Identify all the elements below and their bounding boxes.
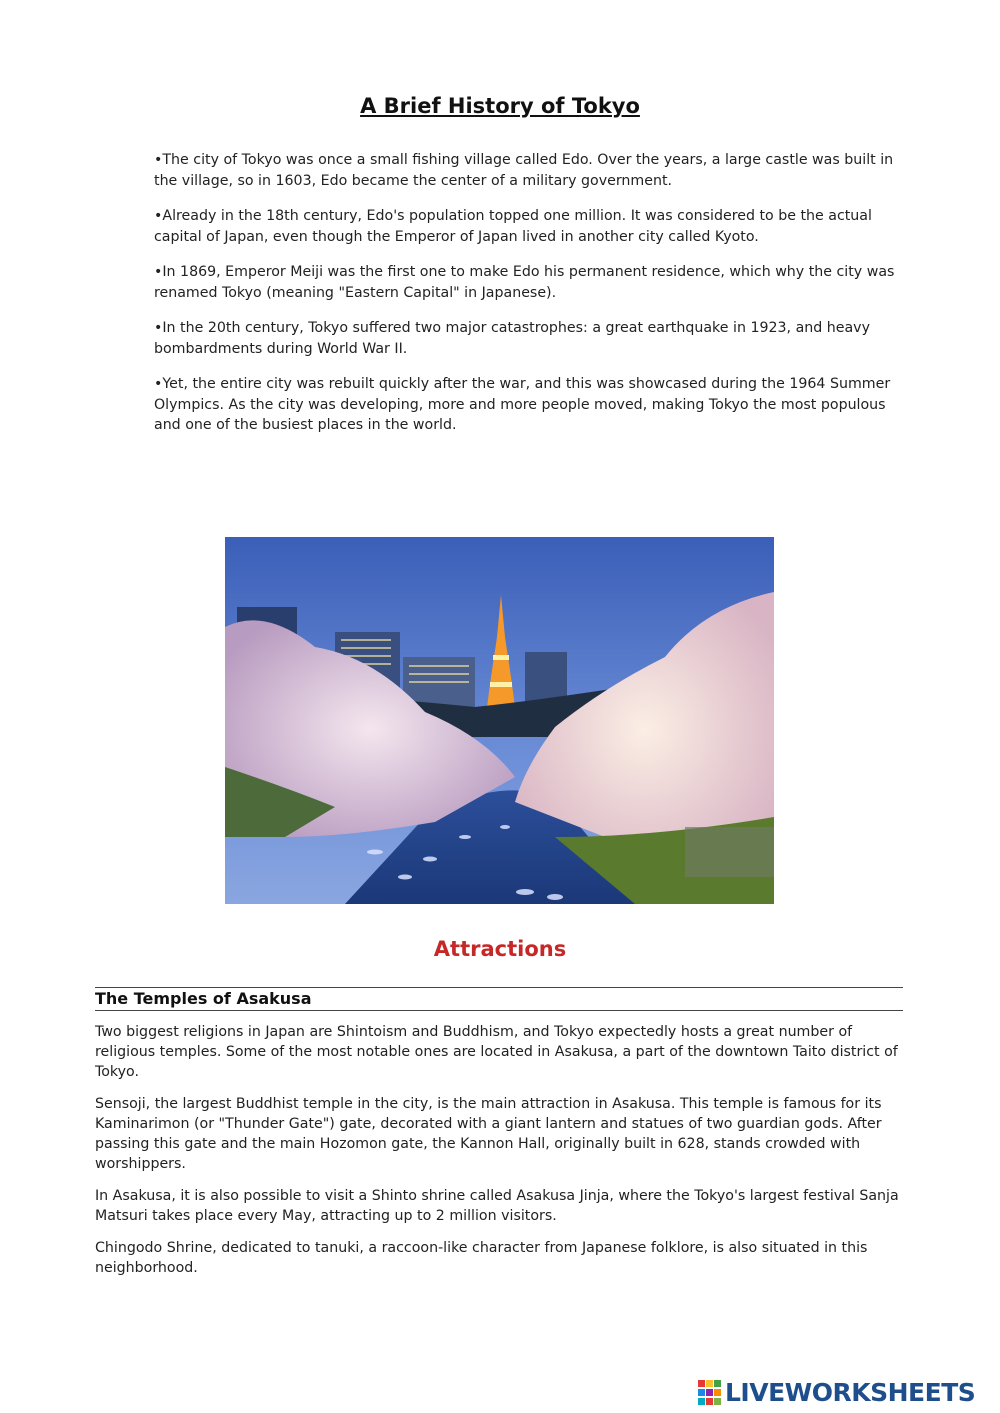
subsection-title: The Temples of Asakusa	[95, 989, 312, 1008]
brand-text: LIVEWORKSHEETS	[725, 1378, 976, 1407]
attraction-paragraph-4: Chingodo Shrine, dedicated to tanuki, a raccoon-like character from Japanese folklore, is also situated in this neighborhood.	[95, 1240, 868, 1276]
history-point-2: •Already in the 18th century, Edo's population topped one million. It was considered to be the actual capital of Japan, even though the Emperor of Japan lived in another city called Kyoto.	[154, 208, 872, 245]
page-title: A Brief History of Tokyo	[360, 94, 640, 118]
subsection-header	[95, 987, 903, 1011]
tokyo-cherry-blossom-photo	[225, 537, 774, 904]
liveworksheets-brand[interactable]	[697, 1378, 975, 1408]
history-section	[154, 150, 914, 451]
history-point-3: •In 1869, Emperor Meiji was the first one to make Edo his permanent residence, which why the city was renamed Tokyo (meaning "Eastern Capital" in Japanese).	[154, 264, 895, 301]
attraction-paragraph-1: Two biggest religions in Japan are Shintoism and Buddhism, and Tokyo expectedly hosts a great number of religious temples. Some of the most notable ones are located in Asakusa, a part of the downtown Taito district of Tokyo.	[95, 1024, 898, 1080]
history-point-1: •The city of Tokyo was once a small fishing village called Edo. Over the years, a large castle was built in the village, so in 1603, Edo became the center of a military government.	[154, 152, 894, 189]
history-point-4: •In the 20th century, Tokyo suffered two major catastrophes: a great earthquake in 1923, and heavy bombardments during World War II.	[154, 320, 870, 357]
liveworksheets-logo-icon	[697, 1379, 723, 1407]
attraction-paragraph-3: In Asakusa, it is also possible to visit a Shinto shrine called Asakusa Jinja, where the Tokyo's largest festival Sanja Matsuri takes place every May, attracting up to 2 million visitors.	[95, 1188, 899, 1224]
history-point-5: •Yet, the entire city was rebuilt quickly after the war, and this was showcased during the 1964 Summer Olympics. As the city was developing, more and more people moved, making Tokyo the most populous and one of the busiest places in the world.	[154, 376, 891, 433]
section-title: Attractions	[433, 937, 567, 961]
attraction-paragraph-2: Sensoji, the largest Buddhist temple in the city, is the main attraction in Asakusa. This temple is famous for its Kaminarimon (or "Thunder Gate") gate, decorated with a giant lantern and statues of two guardian gods. After passing this gate and the main Hozomon gate, the Kannon Hall, originally built in 628, stands crowded with worshippers.	[95, 1096, 882, 1172]
attractions-section	[95, 1022, 903, 1290]
